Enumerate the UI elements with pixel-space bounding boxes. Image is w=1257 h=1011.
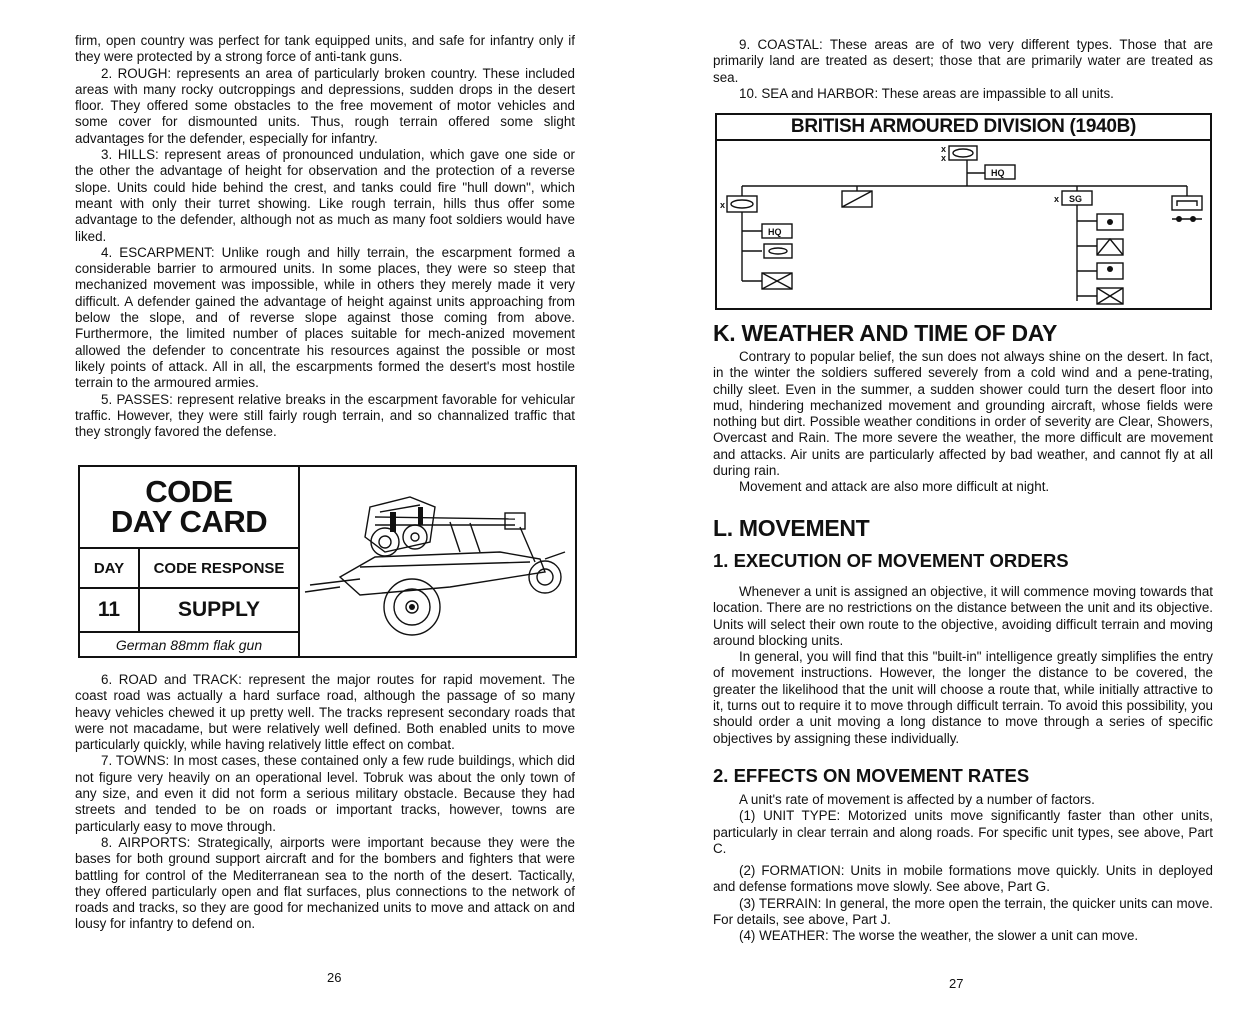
org-sg-label: SG	[1069, 194, 1083, 204]
flak-gun-illustration	[300, 467, 575, 656]
paragraph: Movement and attack are also more difficult at night.	[739, 479, 1050, 495]
left-text-block-1	[75, 33, 575, 440]
rates-section-text	[713, 792, 1213, 945]
execution-section-text	[713, 584, 1213, 747]
section-k-heading: K. WEATHER AND TIME OF DAY	[713, 320, 1058, 346]
org-x-label: x	[1054, 194, 1060, 204]
org-chart-title: BRITISH ARMOURED DIVISION (1940B)	[717, 115, 1210, 141]
paragraph: 3. HILLS: represent areas of pronounced undulation, which gave one side or the other the advantage of height for observation and the protection of a reverse slope. Units could hide behind the crest, and tanks could fire "hull down", which meant with only their turret showing. Like rough terrain, hills thus offer some advantage to the defender, although not as much as many foot soldiers would have liked.	[75, 147, 575, 244]
execution-heading: 1. EXECUTION OF MOVEMENT ORDERS	[713, 550, 1069, 571]
paragraph: Contrary to popular belief, the sun does not always shine on the desert. In fact, in the winter the soldiers suffered severely from a cold wind and a pene-trating, chilly sleet. Even in the summer, a sudden shower could turn the desert floor into mud, hindering mechanized movement and grounding aircraft, whose fields were nothing but dirt. Possible weather conditions in order of severity are Clear, Showers, Overcast and Rain. The more severe the weather, the more difficult are movement and attacks. Air units are particularly affected by bad weather, and cannot fly at all during rain.	[713, 349, 1213, 479]
org-hq-label: HQ	[768, 227, 782, 237]
paragraph: 6. ROAD and TRACK: represent the major routes for rapid movement. The coast road was actually a hard surface road, although the passage of so many heavy vehicles chewed it up pretty well. The tracks represent secondary roads that were not macadame, but were relatively well defined. Both enabled units to move particularly quickly, while having relatively little effect on combat.	[75, 672, 575, 753]
day-header: DAY	[80, 549, 140, 587]
flak-gun-drawing	[300, 467, 575, 656]
paragraph: (1) UNIT TYPE: Motorized units move significantly faster than other units, particularly in clear terrain and along roads. For specific unit types, see above, Part C.	[713, 808, 1213, 856]
code-response-value: SUPPLY	[177, 598, 261, 621]
paragraph: 9. COASTAL: These areas are of two very different types. Those that are primarily land are treated as desert; those that are primarily water are treated as sea.	[713, 37, 1213, 85]
paragraph: firm, open country was perfect for tank equipped units, and safe for infantry only if they were protected by a strong force of anti-tank guns.	[75, 33, 575, 65]
page-number-left: 26	[327, 970, 342, 985]
rates-heading: 2. EFFECTS ON MOVEMENT RATES	[713, 765, 1030, 786]
code-card-caption: German 88mm flak gun	[80, 631, 298, 656]
british-armoured-division-chart	[715, 113, 1212, 310]
code-card-value-row	[80, 587, 298, 631]
paragraph: 4. ESCARPMENT: Unlike rough and hilly terrain, the escarpment formed a considerable barrier to armoured units. In some places, they were so steep that mechanized movement was impossible, while in others they merely made it very difficult. A defender gained the advantage of height against units approaching from below the slope, and of reverse slope against those coming from above. Furthermore, the limited number of places suitable for mech-anized movement allowed the defender to concentrate his resources against the possible or most likely points of attack. All in all, the escarpments formed the desert's most hostile terrain to the armoured armies.	[75, 244, 575, 391]
paragraph: Whenever a unit is assigned an objective, it will commence moving towards that location. There are no restrictions on the distance between the unit and its objective. Units will select their own route to the objective, avoiding difficult terrain and moving around blocking units.	[713, 584, 1213, 648]
org-x-label: x	[720, 200, 726, 210]
section-l-heading: L. MOVEMENT	[713, 515, 870, 541]
code-response-header: CODE RESPONSE	[153, 559, 285, 577]
org-x-label: x	[941, 144, 947, 154]
paragraph: In general, you will find that this "built-in" intelligence greatly simplifies the entry of movement instructions. However, the longer the distance to be covered, the greater the likelihood that the unit will choose a route that, while initially attractive to it, turns out to require it to move through difficult terrain. To avoid this possibility, you should order a unit moving a long distance to move through a series of specific objectives by assigning these individually.	[713, 649, 1213, 746]
org-hq-label: HQ	[991, 168, 1005, 178]
code-card-title	[80, 467, 298, 547]
paragraph: (3) TERRAIN: In general, the more open the terrain, the quicker units can move. For details, see above, Part J.	[713, 895, 1213, 928]
day-value: 11	[80, 589, 140, 631]
paragraph: 2. ROUGH: represents an area of particularly broken country. These included areas with many rocky outcroppings and depressions, sudden drops in the desert floor. They offered some obstacles to the free movement of motor vehicles and some cover for dismounted units. Thus, rough terrain offered some slight advantages for the defender, especially for infantry.	[75, 65, 575, 146]
code-card-title-line1: CODE	[145, 474, 233, 509]
paragraph: 8. AIRPORTS: Strategically, airports were important because they were the bases for both ground support aircraft and for the bombers and fighters that were battling for control of the Mediterranean sea to the north of the desert. Tactically, they offered particularly open and flat surfaces, plus connections to the network of roads and tracks, so they are good for mechanized units to move and attack on and lousy for infantry to defend on.	[75, 834, 575, 932]
code-day-card	[78, 465, 577, 658]
paragraph: A unit's rate of movement is affected by a number of factors.	[739, 792, 1095, 807]
code-card-table	[80, 467, 300, 656]
code-card-title-line2: DAY CARD	[110, 504, 268, 539]
paragraph: 7. TOWNS: In most cases, these contained only a few rude buildings, which did not figure very heavily on an operational level. Tobruk was about the only town of any size, and even it did not form a serious military obstacle. Because they had streets and tended to be on roads or important tracks, however, towns are particularly easy to move through.	[75, 753, 575, 834]
page-number-right: 27	[949, 976, 964, 991]
right-text-block-1	[713, 37, 1213, 102]
org-chart-diagram	[717, 141, 1210, 310]
code-card-header-row	[80, 547, 298, 587]
left-text-block-2	[75, 672, 575, 933]
paragraph: 5. PASSES: represent relative breaks in the escarpment favorable for vehicular traffic. However, they were still fairly rough terrain, and so channalized traffic that they strongly favored the defense.	[75, 391, 575, 440]
paragraph: 10. SEA and HARBOR: These areas are impassible to all units.	[739, 85, 1114, 101]
paragraph: (4) WEATHER: The worse the weather, the slower a unit can move.	[739, 928, 1139, 944]
weather-section-text	[713, 349, 1213, 496]
org-x-label: x	[941, 153, 947, 163]
paragraph: (2) FORMATION: Units in mobile formations move quickly. Units in deployed and defense formations move slowly. See above, Part G.	[713, 863, 1213, 895]
